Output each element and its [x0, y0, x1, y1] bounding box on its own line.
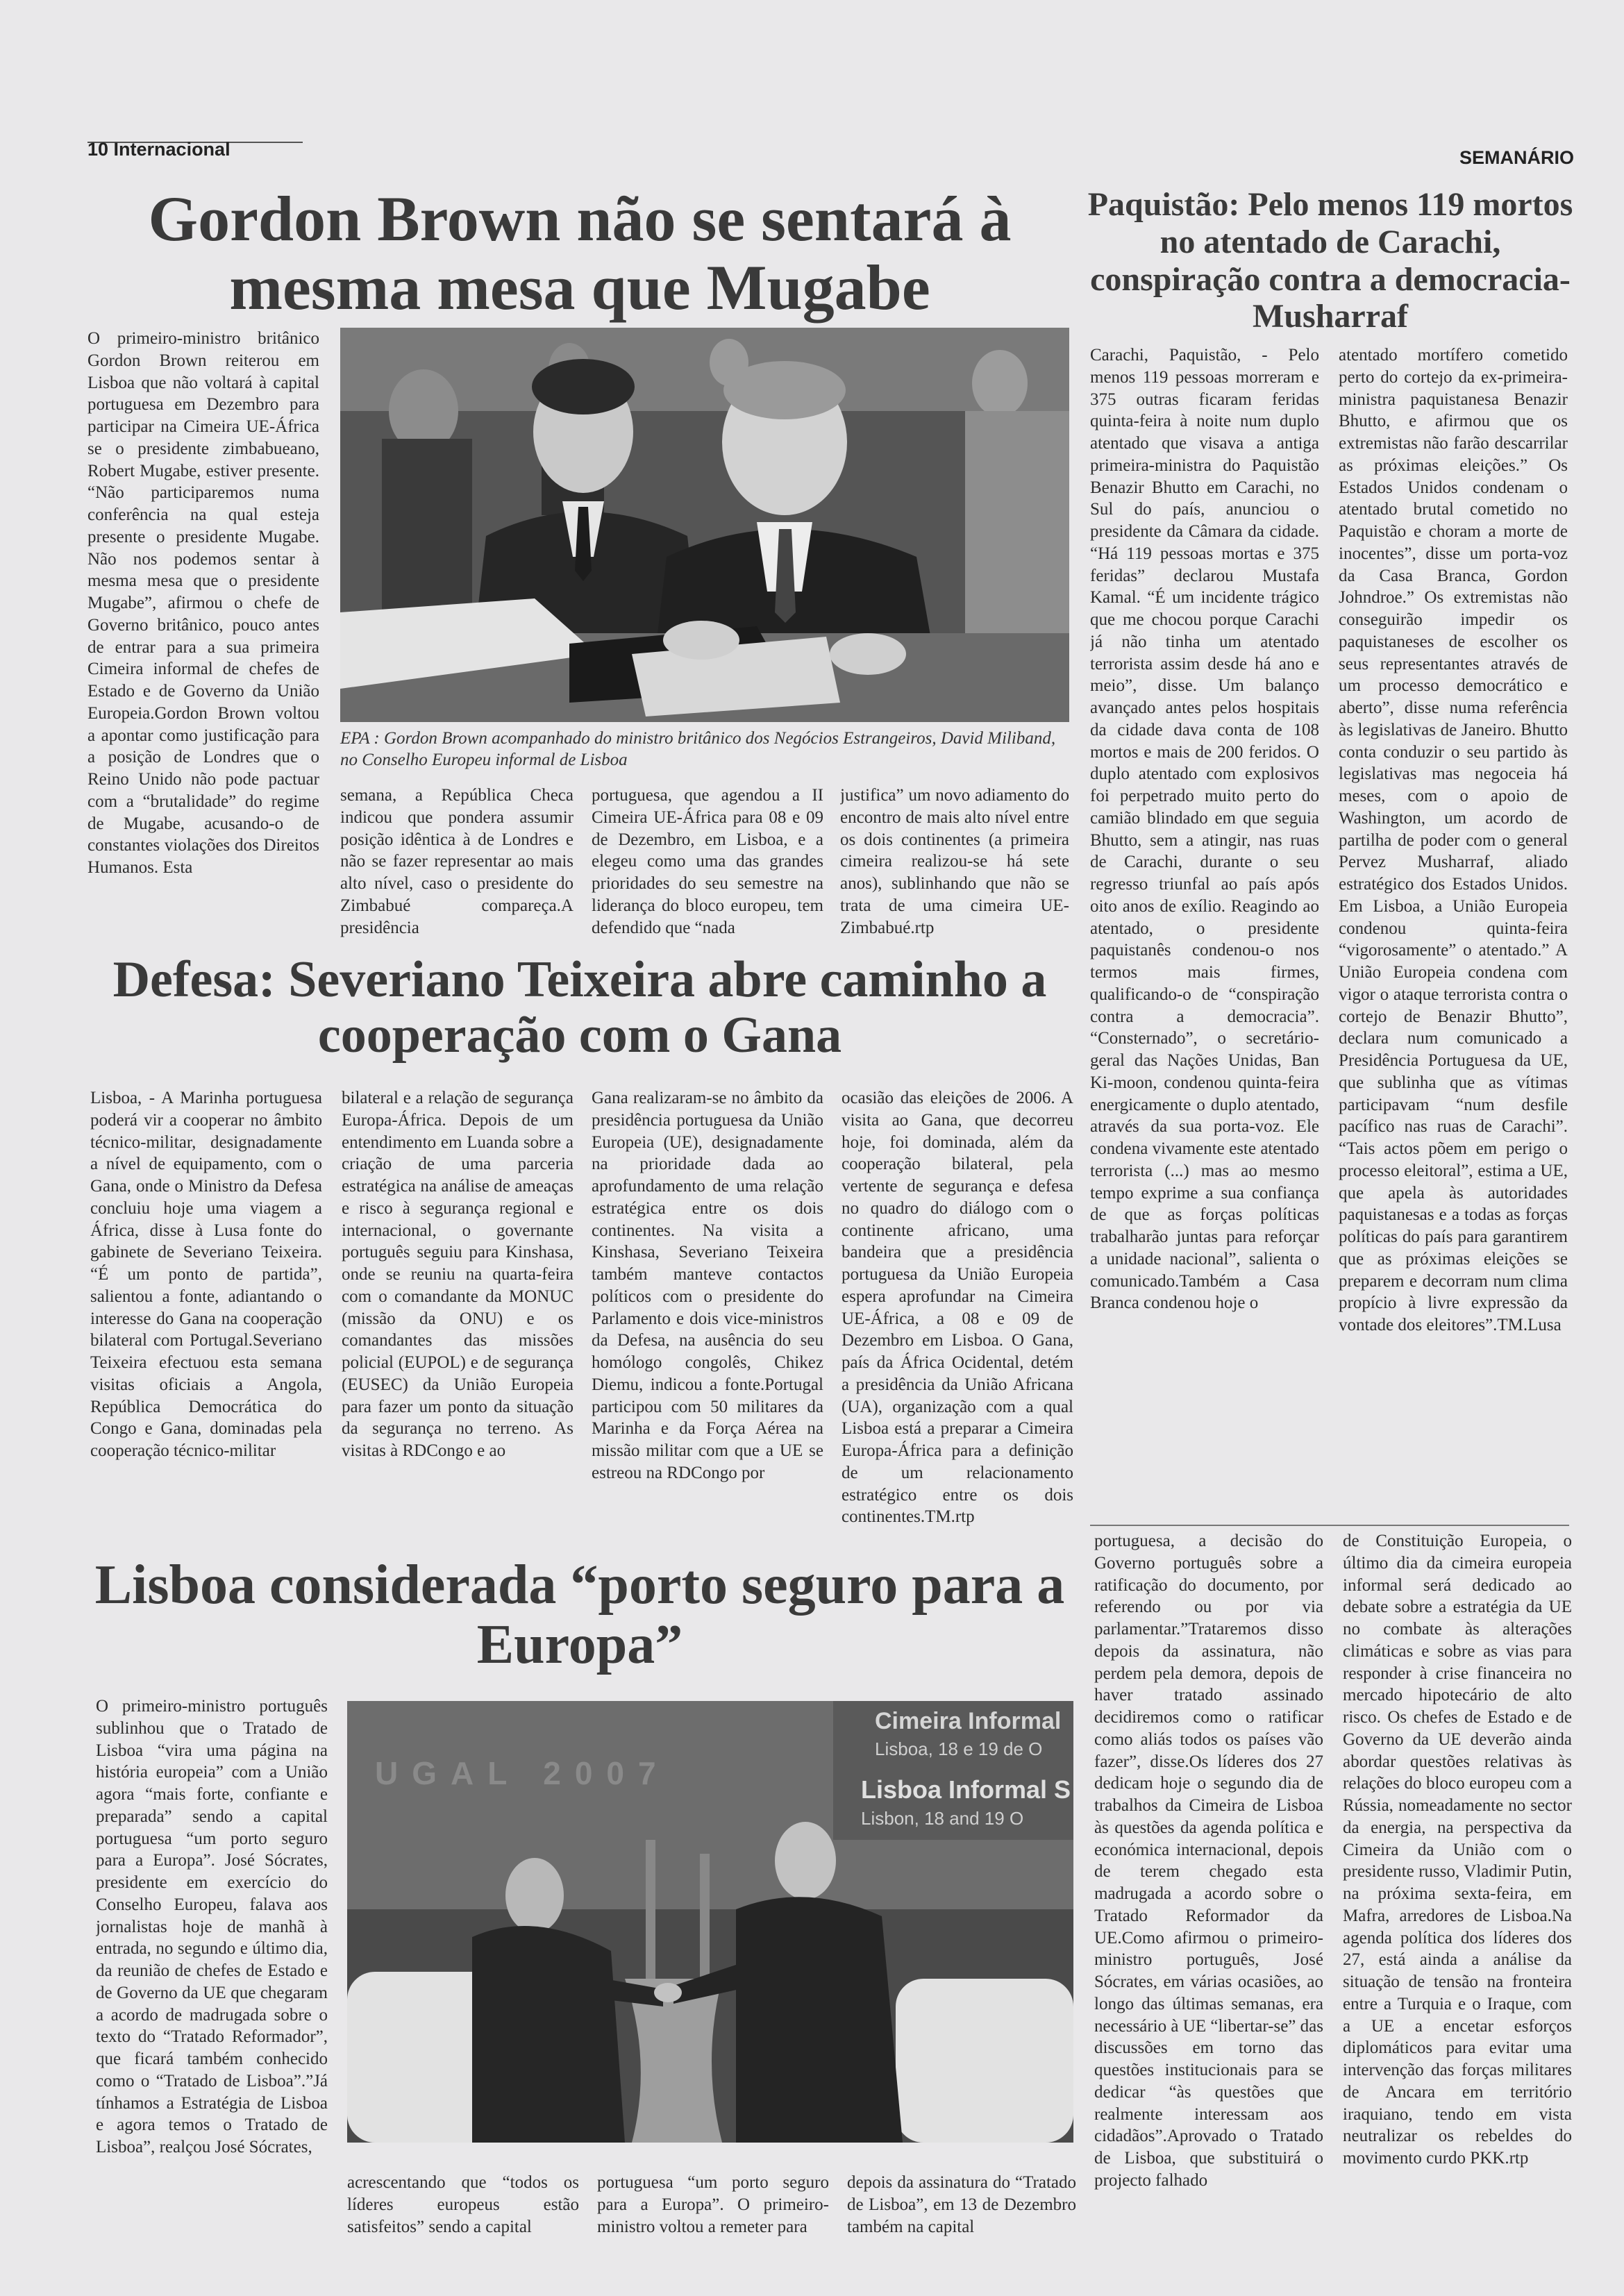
lisboa-text-2: acrescentando que “todos os líderes europeus estão satisfeitos” sendo a capital: [347, 2173, 579, 2236]
section-divider: [1090, 1525, 1569, 1526]
lisboa-photo-text-5: UGAL 2007: [375, 1755, 670, 1791]
lisboa-text-5: portuguesa, a decisão do Governo português sobre a ratificação do documento, por referendo ou por via parlamentar.”Trataremos disso depois da assinatura, não perdem pela demora, depois de haver tratado assinado decidiremos como o ratificar como aliás todos os países vão fazer”, disse.Os líderes dos 27 dedicam hoje o segundo dia de trabalhos da Cimeira de Lisboa às questões da agenda política e económica internacional, depois de terem chegado esta madrugada a acordo sobre o Tratado Reformador da UE.Como afirmou o primeiro-ministro português, José Sócrates, em várias ocasiões, ao longo das últimas semanas, era necessário à UE “libertar-se” das discussões em torno das questões institucionais para se dedicar “às questões que realmente interessam aos cidadãos”.Aprovado o Tratado de Lisboa, que substituirá o projecto falhado: [1094, 1532, 1323, 2190]
defesa-text-3: Gana realizaram-se no âmbito da presidência portuguesa da União Europeia (UE), designadamente na prioridade dada ao aprofundamento de uma relação estratégica entre os dois continentes. Na visita a Kinshasa, Severiano Teixeira também manteve contactos políticos com o presidente do Parlamento e dois vice-ministros da Defesa, na ausência do seu homólogo congolês, Chikez Diemu, indicou a fonte.Portugal participou com 50 militares da Marinha e da Força Aérea na missão militar com que a UE se estreou na RDCongo por: [592, 1089, 823, 1482]
brown-column-2: [340, 785, 574, 951]
lisboa-headline: Lisboa considerada “porto seguro para a Europa”: [94, 1555, 1065, 1676]
lisboa-text-4: depois da assinatura do “Tratado de Lisboa”, em 13 de Dezembro também na capital: [847, 2173, 1076, 2236]
lisboa-photo-text-3: Lisboa Informal S: [861, 1775, 1071, 1804]
paquistao-column-1: [1090, 344, 1319, 1514]
lisboa-column-6: [1343, 1530, 1572, 2252]
paquistao-text-2: atentado mortífero cometido perto do cortejo da ex-primeira-ministra paquistanesa Benazir Bhutto, e afirmou que os extremistas não farão descarrilar as próximas eleições.” Os Estados Unidos condenam o atentado brutal cometido no Paquistão e choram a morte de inocentes”, disse um porta-voz da Casa Branca, Gordon Johndroe.” Os extremistas não conseguirão impedir os paquistaneses de escolher os seus representantes através de um processo democrático e aberto”, disse numa referência às legislativas de Janeiro. Bhutto conta conduzir o seu partido às legislativas mas negoceia há meses, com o apoio de Washington, um acordo de partilha de poder com o general Pervez Musharraf, aliado estratégico dos Estados Unidos. Em Lisboa, a União Europeia condenou quinta-feira “vigorosamente” o atentado.” A União Europeia condena com vigor o ataque terrorista contra o cortejo de Benazir Bhutto”, declara num comunicado a Presidência Portuguesa da UE, que sublinha que as vítimas participavam “num desfile pacífico nas ruas de Carachi”. “Tais actos põem em perigo o processo eleitoral”, estima a UE, que apela às autoridades paquistanesas e a todas as forças políticas do país para garantirem que as próximas eleições se preparem e decorram num clima propício à livre expressão da vontade dos eleitores”.TM.Lusa: [1339, 346, 1568, 1334]
defesa-text-1: Lisboa, - A Marinha portuguesa poderá vir a cooperar no âmbito técnico-militar, designadamente a nível de equipamento, com o Gana, onde o Ministro da Defesa concluiu hoje uma viagem a África, disse à Lusa fonte do gabinete de Severiano Teixeira. “É um ponto de partida”, salientou a fonte, adiantando o interesse do Gana na cooperação bilateral com Portugal.Severiano Teixeira efectuou esta semana visitas oficiais a Angola, República Democrática do Congo e Gana, dominadas pela cooperação técnico-militar: [90, 1089, 322, 1460]
defesa-text-4: ocasião das eleições de 2006. A visita ao Gana, que decorreu hoje, foi dominada, além da cooperação bilateral, pela vertente de segurança e defesa no quadro do diálogo com o continente africano, uma bandeira que a presidência portuguesa da União Europeia espera aprofundar na Cimeira UE-África, a 08 e 09 de Dezembro em Lisboa. O Gana, país da África Ocidental, detém a presidência da União Africana (UA), organização com a qual Lisboa está a preparar a Cimeira Europa-África para a definição de um relacionamento estratégico entre os dois continentes.TM.rtp: [842, 1089, 1073, 1527]
brown-column-1: [87, 328, 319, 953]
brown-photo-caption: EPA : Gordon Brown acompanhado do ministro britânico dos Negócios Estrangeiros, David Miliband, no Conselho Europeu informal de Lisboa: [340, 729, 1056, 770]
defesa-column-2: [342, 1087, 574, 1557]
defesa-column-1: [90, 1087, 322, 1557]
defesa-column-3: [592, 1087, 823, 1557]
lisboa-column-4: [847, 2172, 1076, 2255]
lisboa-column-3: [597, 2172, 829, 2255]
brown-text-4: justifica” um novo adiamento do encontro de mais alto nível entre os dois continentes (a primeira cimeira realizou-se há sete anos), sublinhando que não se trata de uma cimeira UE-Zimbabué.rtp: [840, 786, 1069, 937]
paquistao-text-1: Carachi, Paquistão, - Pelo menos 119 pessoas morreram e 375 outras ficaram feridas quinta-feira à noite num duplo atentado que visava a antiga primeira-ministra do Paquistão Benazir Bhutto em Carachi, no Sul do país, anunciou o presidente da Câmara da cidade. “Há 119 pessoas mortas e 375 feridas” declarou Mustafa Kamal. “É um incidente trágico que me chocou porque Carachi já não tinha um atentado terrorista assim desde há ano e meio”, disse. Um balanço avançado antes pelos hospitais da cidade dava conta de 108 mortos e mais de 200 feridos. O duplo atentado com explosivos foi perpetrado muito perto do camião blindado em que seguia Bhutto, sem a atingir, nas ruas de Carachi, durante o seu regresso triunfal ao país após oito anos de exílio. Reagindo ao atentado, o presidente paquistanês condenou-o nos termos mais firmes, qualificando-o de “conspiração contra a democracia”. “Consternado”, o secretário-geral das Nações Unidas, Ban Ki-moon, condenou quinta-feira energicamente o duplo atentado, através da sua porta-voz. Ele condena vivamente este atentado terrorista (...) mas ao mesmo tempo exprime a sua confiança de que as forças políticas trabalharão juntas para reforçar a unidade nacional”, salienta o comunicado.Também a Casa Branca condenou hoje o: [1090, 346, 1319, 1313]
brown-photo-illustration: [340, 328, 1069, 722]
lisboa-text-1: O primeiro-ministro português sublinhou que o Tratado de Lisboa “vira uma página na história europeia” com a União agora “mais forte, confiante e preparada” sendo a capital portuguesa “um porto seguro para a Europa”. José Sócrates, presidente em exercício do Conselho Europeu, falava aos jornalistas hoje de manhã à entrada, no segundo e último dia, da reunião de chefes de Estado e de Governo da UE que chegaram a acordo de madrugada sobre o texto do “Tratado Reformador”, que ficará também conhecido como o “Tratado de Lisboa”.”Já tínhamos a Estratégia de Lisboa e agora temos o Tratado de Lisboa”, realçou José Sócrates,: [96, 1697, 328, 2156]
defesa-headline: Defesa: Severiano Teixeira abre caminho a cooperação com o Gana: [112, 951, 1047, 1064]
lisboa-photo-text-4: Lisbon, 18 and 19 O: [861, 1808, 1024, 1829]
brown-photo: [340, 328, 1069, 722]
lisboa-photo-text-1: Cimeira Informal: [875, 1708, 1062, 1734]
brown-text-2: semana, a República Checa indicou que pondera assumir posição idêntica à de Londres e não se fazer representar ao mais alto nível, caso o presidente do Zimbabué compareça.A presidência: [340, 786, 574, 937]
brown-text-3: portuguesa, que agendou a II Cimeira UE-África para 08 e 09 de Dezembro, em Lisboa, e a elegeu como uma das grandes prioridades do seu semestre na liderança do bloco europeu, tem defendido que “nada: [592, 786, 823, 937]
lisboa-text-6: de Constituição Europeia, o último dia da cimeira europeia informal será dedicado ao debate sobre a estratégia da UE no combate às alterações climáticas e sobre as vias para responder à crise financeira no mercado hipotecário de alto risco. Os chefes de Estado e de Governo da UE deverão ainda abordar questões relativas às relações do bloco europeu com a Rússia, nomeadamente no sector da energia, na perspectiva da Cimeira da União com o presidente russo, Vladimir Putin, na próxima sexta-feira, em Mafra, arredores de Lisboa.Na agenda política dos líderes dos 27, está ainda a análise da situação de tensão na fronteira entre a Turquia e o Iraque, com a UE a encetar esforços diplomáticos para evitar uma intervenção das forças militares de Ancara em território iraquiano, tendo em vista neutralizar os rebeldes do movimento curdo PKK.rtp: [1343, 1532, 1572, 2168]
defesa-column-4: [842, 1087, 1073, 1557]
section-label: 10 Internacional: [87, 139, 231, 160]
lisboa-column-5: [1094, 1530, 1323, 2252]
brown-headline: Gordon Brown não se sentará à mesma mesa que Mugabe: [148, 183, 1012, 324]
lisboa-text-3: portuguesa “um porto seguro para a Europa”. O primeiro-ministro voltou a remeter para: [597, 2173, 829, 2236]
lisboa-column-2: [347, 2172, 579, 2255]
lisboa-column-1: [96, 1695, 328, 2251]
paquistao-column-2: [1339, 344, 1568, 1514]
paquistao-headline: Paquistão: Pelo menos 119 mortos no atentado de Carachi, conspiração contra a democracia- Musharraf: [1087, 186, 1573, 335]
defesa-text-2: bilateral e a relação de segurança Europa-África. Depois de um entendimento em Luanda sobre a criação de uma parceria estratégica na análise de ameaças e risco à segurança regional e internacional, o governante português seguiu para Kinshasa, onde se reuniu na quarta-feira com o comandante da MONUC (missão da ONU) e os comandantes das missões policial (EUPOL) e de segurança (EUSEC) da União Europeia para fazer um ponto da situação da segurança no terreno. As visitas à RDCongo e ao: [342, 1089, 574, 1460]
publication-name: SEMANÁRIO: [1459, 147, 1574, 168]
lisboa-photo-illustration: [347, 1701, 1073, 2143]
lisboa-photo: [347, 1701, 1073, 2143]
lisboa-photo-text-2: Lisboa, 18 e 19 de O: [875, 1738, 1043, 1759]
brown-column-4: [840, 785, 1069, 951]
brown-text-1: O primeiro-ministro britânico Gordon Brown reiterou em Lisboa que não voltará à capital portuguesa em Dezembro para participar na Cimeira UE-África se o presidente zimbabueano, Robert Mugabe, estiver presente. “Não participaremos numa conferência na qual esteja presente o presidente Mugabe. Não nos podemos sentar à mesma mesa que o presidente Mugabe”, afirmou o chefe de Governo britânico, pouco antes de entrar para a sua primeira Cimeira informal de chefes de Estado e de Governo da União Europeia.Gordon Brown voltou a apontar como justificação para a posição de Londres que o Reino Unido não pode pactuar com a “brutalidade” do regime de Mugabe, acusando-o de constantes violações dos Direitos Humanos. Esta: [87, 329, 319, 877]
brown-column-3: [592, 785, 823, 951]
